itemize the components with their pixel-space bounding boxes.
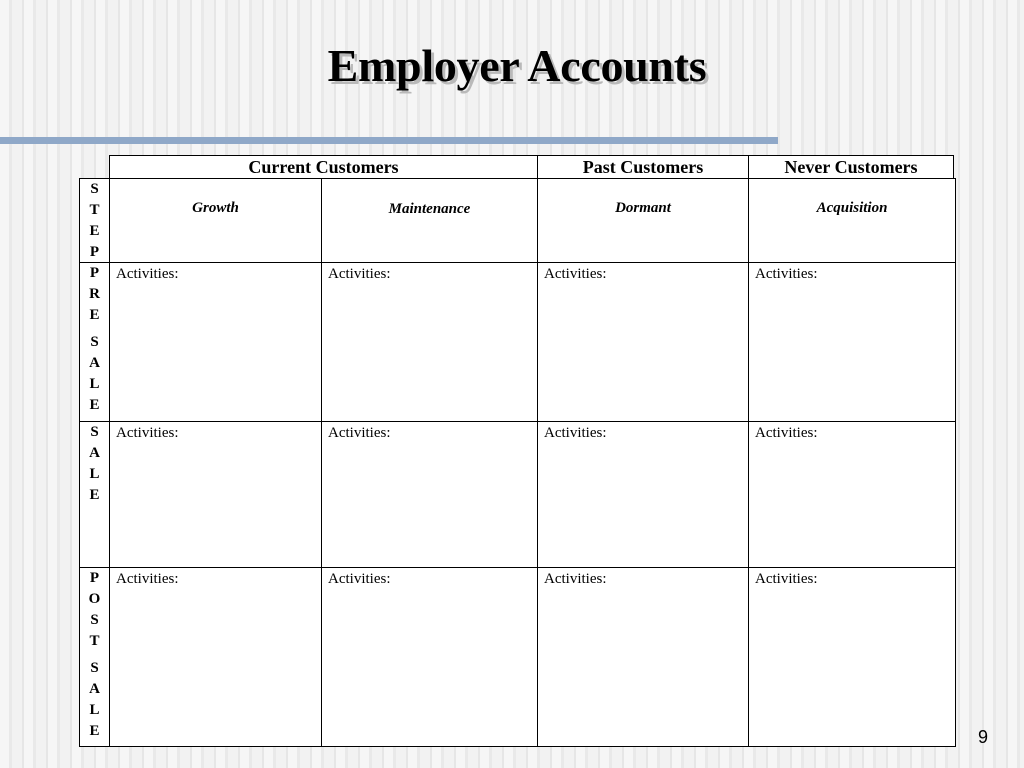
step-letter: T [89, 202, 100, 218]
activities-cell: Activities: [537, 567, 749, 747]
activities-cell: Activities: [748, 567, 956, 747]
step-letter: S [90, 181, 99, 197]
row-label-sale [79, 421, 110, 568]
subheader-maintenance: Maintenance [321, 178, 538, 263]
row-label-letter: A [89, 355, 100, 371]
subheader-growth: Growth [109, 178, 322, 263]
activities-cell: Activities: [321, 567, 538, 747]
activities-cell: Activities: [537, 421, 749, 568]
activities-cell: Activities: [109, 567, 322, 747]
row-label-letter: L [89, 466, 100, 482]
row-label-letter: L [89, 376, 100, 392]
row-label-letter: E [89, 487, 100, 503]
step-letter: P [89, 244, 100, 260]
header-past-customers: Past Customers [537, 155, 749, 179]
activities-cell: Activities: [748, 262, 956, 422]
row-label-letter: S [90, 424, 99, 440]
step-letter: E [89, 223, 100, 239]
row-label-letter: E [89, 307, 100, 323]
page-number: 9 [977, 727, 988, 747]
row-label-letter: P [89, 265, 100, 281]
activities-cell: Activities: [321, 262, 538, 422]
row-label-post-sale [79, 567, 110, 747]
header-never-customers: Never Customers [748, 155, 954, 179]
row-label-letter: A [89, 681, 100, 697]
slide-title: Employer Accounts [327, 40, 707, 91]
activities-cell: Activities: [109, 421, 322, 568]
row-label-letter: S [90, 612, 99, 628]
step-label-cell [79, 178, 110, 263]
activities-cell: Activities: [748, 421, 956, 568]
subheader-dormant: Dormant [537, 178, 749, 263]
subheader-acquisition: Acquisition [748, 178, 956, 263]
header-current-customers: Current Customers [109, 155, 538, 179]
activities-cell: Activities: [109, 262, 322, 422]
row-label-letter: E [89, 723, 100, 739]
row-label-letter: T [89, 633, 100, 649]
row-label-pre-sale [79, 262, 110, 422]
row-label-letter: P [89, 570, 100, 586]
row-label-letter: S [90, 660, 99, 676]
activities-cell: Activities: [321, 421, 538, 568]
row-label-letter: S [90, 334, 99, 350]
row-label-letter: A [89, 445, 100, 461]
row-label-letter: O [88, 591, 101, 607]
activities-cell: Activities: [537, 262, 749, 422]
row-label-letter: E [89, 397, 100, 413]
row-label-letter: L [89, 702, 100, 718]
row-label-letter: R [89, 286, 100, 302]
